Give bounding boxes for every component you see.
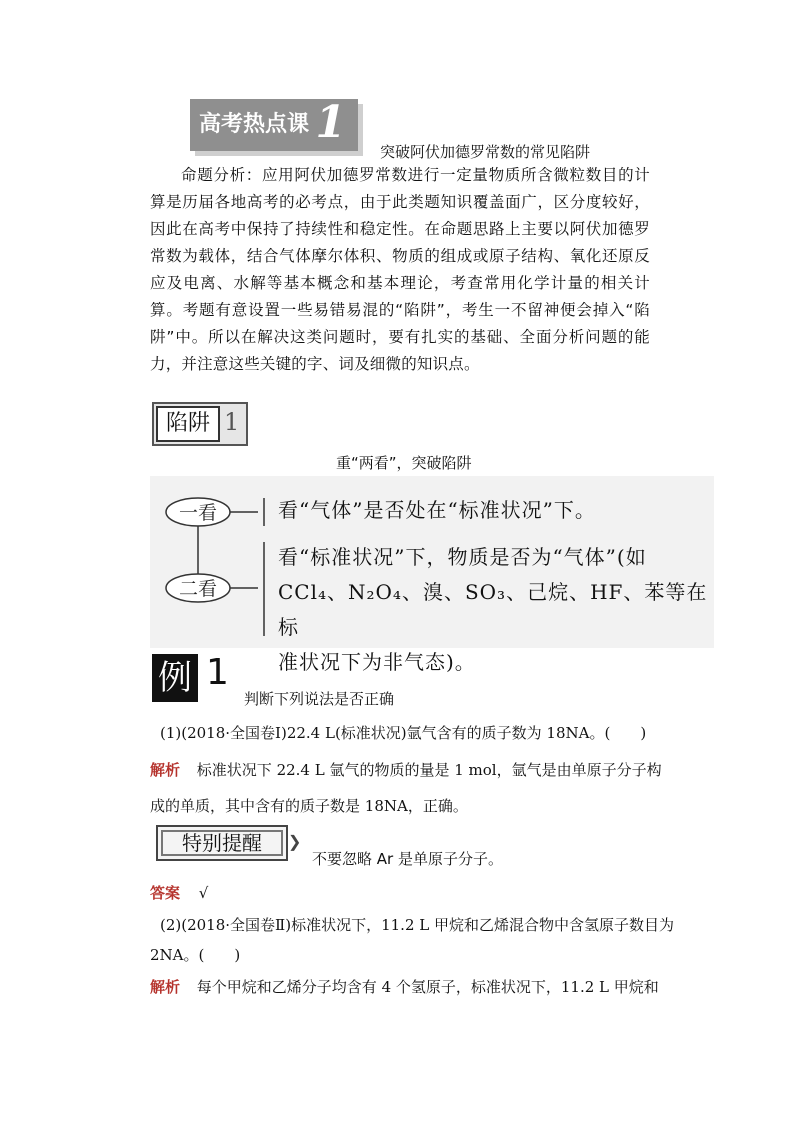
analysis2-text: 每个甲烷和乙烯分子均含有 4 个氢原子，标准状况下，11.2 L 甲烷和 <box>196 978 659 996</box>
reminder-box <box>156 825 288 861</box>
lesson-subtitle: 突破阿伏加德罗常数的常见陷阱 <box>380 143 591 161</box>
answer-label: 答案 <box>150 884 181 902</box>
analysis1-text-a: 标准状况下 22.4 L 氩气的物质的量是 1 mol，氩气是由单原子分子构 <box>196 761 662 779</box>
look2-text <box>278 540 708 680</box>
look2-line-a: 看“标准状况”下，物质是否为“气体”(如 <box>278 545 647 569</box>
reminder-label: 特别提醒 <box>161 830 283 856</box>
trap-label: 陷阱 <box>156 406 220 442</box>
chevron-right-icon: ❯ <box>288 832 302 851</box>
analysis2-label: 解析 <box>150 978 181 996</box>
example-label: 例 <box>152 654 198 702</box>
analysis2-line <box>150 976 659 997</box>
trap-tag <box>152 402 248 446</box>
special-reminder <box>156 825 302 861</box>
example-question: 判断下列说法是否正确 <box>244 690 395 708</box>
node1-label: 一看 <box>178 502 218 524</box>
trap-title: 重“两看”，突破陷阱 <box>336 454 472 472</box>
look2-line-c: 准状况下为非气态)。 <box>278 650 476 674</box>
node2-label: 二看 <box>178 578 218 600</box>
example-number: 1 <box>206 652 229 693</box>
badge-title: 高考热点课 <box>198 112 309 137</box>
answer1-value: √ <box>198 884 209 902</box>
analysis1-line1 <box>150 759 662 780</box>
trap-number: 1 <box>224 408 240 436</box>
item2-line1: (2)(2018·全国卷Ⅱ)标准状况下，11.2 L 甲烷和乙烯混合物中含氢原子数目为 <box>160 916 674 934</box>
look2-line-b: CCl₄、N₂O₄、溴、SO₃、己烷、HF、苯等在标 <box>278 580 708 639</box>
analysis-label: 解析 <box>150 761 181 779</box>
look1-text: 看“气体”是否处在“标准状况”下。 <box>278 498 596 522</box>
lesson-badge <box>190 99 358 151</box>
intro-paragraph: 命题分析：应用阿伏加德罗常数进行一定量物质所含微粒数目的计算是历届各地高考的必考点，由于此类题知识覆盖面广，区分度较好，因此在高考中保持了持续性和稳定性。在命题思路上主要以阿伏加德罗常数为载体，结合气体摩尔体积、物质的组成或原子结构、氧化还原反应及电离、水解等基本概念和基本理论，考查常用化学计量的相关计算。考题有意设置一些易错易混的“陷阱”，考生一不留神便会掉入“陷阱”中。所以在解决这类问题时，要有扎实的基础、全面分析问题的能力，并注意这些关键的字、词及细微的知识点。 <box>150 166 650 373</box>
two-looks-diagram <box>150 476 714 674</box>
answer1-line <box>150 882 208 903</box>
item2-line2: 2NA。( ) <box>150 946 241 964</box>
reminder-text: 不要忽略 Ar 是单原子分子。 <box>312 850 503 868</box>
item1: (1)(2018·全国卷Ⅰ)22.4 L(标准状况)氩气含有的质子数为 18NA。( ) <box>160 724 647 742</box>
badge-number: 1 <box>315 97 346 148</box>
analysis1-line2: 成的单质，其中含有的质子数是 18NA，正确。 <box>150 797 468 815</box>
